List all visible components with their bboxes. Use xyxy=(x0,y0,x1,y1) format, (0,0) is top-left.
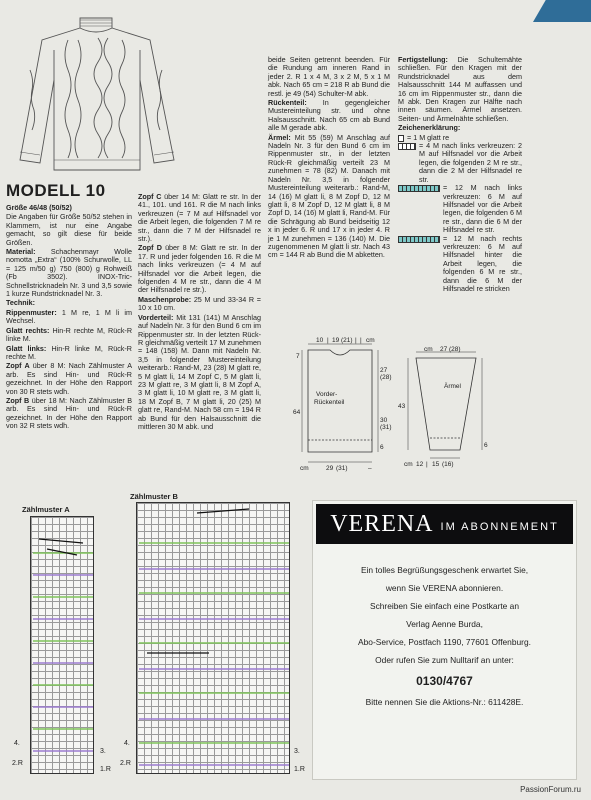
dim-sleeve-length: 43 xyxy=(398,403,406,410)
subscription-ad xyxy=(312,500,577,780)
reverse-text: Hin-R linke M, Rück-R rechte M. xyxy=(6,343,132,361)
dim-cuff: 12 xyxy=(416,461,424,468)
chart-b-title: Zählmuster B xyxy=(130,492,178,501)
ad-subtitle: IM ABONNEMENT xyxy=(440,521,559,533)
dim-armhole: 27 xyxy=(380,367,388,374)
text-column-2 xyxy=(138,193,261,432)
sweater-illustration xyxy=(2,10,182,178)
chart-a-row-4: 4. xyxy=(14,740,20,747)
size-heading: Größe 46/48 (50/52) xyxy=(6,203,72,212)
text-column-4 xyxy=(398,56,522,293)
corner-tab xyxy=(533,0,591,22)
sleeve-label: Ärmel xyxy=(444,383,461,390)
dim-rib: 6 xyxy=(380,444,384,451)
svg-text:(31): (31) xyxy=(380,424,392,431)
text-column-3 xyxy=(268,56,390,261)
model-title: MODELL 10 xyxy=(6,181,106,200)
stockinette-heading: Glatt rechts: xyxy=(6,325,50,335)
svg-text:(21): (21) xyxy=(341,337,353,344)
svg-text:cm: cm xyxy=(404,461,413,468)
rib-heading: Rippenmuster: xyxy=(6,307,57,317)
piece-label-line2: Rückenteil xyxy=(314,399,345,406)
ad-line-5: Abo-Service, Postfach 1190, 77601 Offenburg. xyxy=(358,637,531,647)
ad-line-1: Ein tolles Begrüßungsgeschenk erwartet Sie, xyxy=(360,565,529,575)
chart-b-row-1: 1.R xyxy=(294,766,305,773)
size-text: Die Angaben für Größe 50/52 stehen in Klammern, ist nur eine Angabe gemacht, so gilt diese für beide Größen. xyxy=(6,212,132,247)
stockinette-text: Hin-R rechte M, Rück-R linke M. xyxy=(6,325,133,344)
rib-text: 1 M re, 1 M li im Wechsel. xyxy=(6,307,132,326)
svg-text:–: – xyxy=(368,465,372,472)
svg-text:cm: cm xyxy=(366,337,375,344)
watermark: PassionForum.ru xyxy=(520,785,581,794)
reverse-heading: Glatt links: xyxy=(6,343,47,353)
chart-a-row-3: 3. xyxy=(100,748,106,755)
cable-b-text: über 18 M: Nach Zählmuster B arb. Es sind Hin- und Rück-R gezeichnet. In der Höhe den Rapport von 32 R stets wdh. xyxy=(6,395,132,431)
front-heading: Vorderteil: xyxy=(138,312,174,322)
legend-row-4-left: = 4 M nach links verkreuzen: 2 M auf Hilfsnadel vor die Arbeit legen, die folgenden 2 M re str., dann die 2 M der Hilfsnadel re str. xyxy=(398,142,522,184)
chart-b-row-3: 3. xyxy=(294,748,300,755)
ad-line-3: Schreiben Sie einfach eine Postkarte an xyxy=(370,601,519,611)
sleeve-heading: Ärmel: xyxy=(268,132,291,142)
cable-c-heading: Zopf C xyxy=(138,192,162,201)
chart-b-row-2: 2.R xyxy=(120,760,131,767)
chart-a-marks xyxy=(31,517,95,775)
svg-text:cm: cm xyxy=(424,346,433,353)
chart-a-grid xyxy=(30,516,94,774)
cross-12-right-icon xyxy=(398,236,440,243)
cable-d-heading: Zopf D xyxy=(138,243,162,253)
gauge-heading: Maschenprobe: xyxy=(138,294,192,304)
svg-text:|: | xyxy=(327,337,329,344)
svg-text:15: 15 xyxy=(432,461,440,468)
svg-text:(28): (28) xyxy=(380,374,392,381)
cable-a-text: über 8 M: Nach Zählmuster A arb. Es sind Hin- und Rück-R gezeichnet. In der Höhe den Rapport von 30 R stets wdh. xyxy=(6,361,132,396)
svg-text:|: | xyxy=(426,461,428,468)
finishing-heading: Fertigstellung: xyxy=(398,55,448,64)
finishing-text: Die Schultemähte schließen. Für den Kragen mit der Rundstricknadel aus dem Halsausschnitt 144 M auffassen und 16 cm im Rippenmuster str., dann die M abk. Den Kragen zur Hälfte nach innen säumen. Ärmel ansetzen. Seiten- und Ärmelnähte schließen. xyxy=(398,55,522,123)
ad-line-2: wenn Sie VERENA abonnieren. xyxy=(385,583,504,593)
text-column-1 xyxy=(6,182,132,432)
chart-b-grid xyxy=(136,502,290,774)
svg-text:|: | xyxy=(355,337,357,344)
cross-4-left-icon xyxy=(398,143,416,150)
piece-label-line1: Vorder- xyxy=(316,391,338,398)
chart-a-row-2: 2.R xyxy=(12,760,23,767)
chart-b-row-4: 4. xyxy=(124,740,130,747)
dim-half-width: 29 xyxy=(326,465,334,472)
dim-sleeve-width: 27 xyxy=(440,346,448,353)
material-heading: Material: xyxy=(6,247,36,257)
gauge-text: 25 M und 33-34 R = 10 x 10 cm. xyxy=(138,294,261,313)
ad-phone: 0130/4767 xyxy=(416,674,473,688)
back-text: In gegengleicher Mustereinteilung str. und ohne Halsausschnitt. Nach 65 cm ab Bund alle M gerade abk. xyxy=(268,98,390,133)
cable-d-text: über 8 M: Glatt re str. In der 17. R und jeder folgenden 16. R die M nach links verkreuzen (= 4 M auf Hilfsnadel vor die Arbeit legen, die folgenden 4 M re str., dann die 4 M der Hilfsnadel re str.). xyxy=(138,243,261,295)
ad-body xyxy=(313,561,576,711)
front-text: Mit 131 (141) M Anschlag auf Nadeln Nr. 3 für den Bund 6 cm im Rippenmuster str. In der letzten Rück-R gleichmäßig verteilt 17 M zunehmen = 148 (158) M. Dann mit Nadeln Nr. 3,5 in folgender Mustereinteilung weiterarb.: Rand-M, 23 (28) M glatt re, 5 M glatt li, 14 M Zopf C, 5 M glatt li, 23 M glatt re, 3 M glatt li, 8 M Zopf A, 3 M glatt li, 10 M glatt re, 3 M glatt li, 18 M Zopf B, 7 M glatt li, 20 (25) M glatt re, Rand-M. Nach 58 cm = 194 R ab Bund für den Halsausschnitt die mittleren 30 M abk. und xyxy=(138,312,262,431)
legend-row-12-left: = 12 M nach links verkreuzen: 6 M auf Hilfsnadel vor die Arbeit legen, die folgenden 6 M re str., dann die 6 M der Hilfsnadel re str. xyxy=(398,184,522,234)
svg-text:(31): (31) xyxy=(336,465,348,472)
neck-text: beide Seiten getrennt beenden. Für die Rundung am inneren Rand in jeder 2. R 1 x 4 M, 3 x 2 M, 5 x 1 M abk. Nach 65 cm = 218 R ab Bund die restl. je 49 (54) Schulter-M abk. xyxy=(268,55,390,98)
dim-neck-side: 10 xyxy=(316,337,324,344)
ad-brand: VERENA xyxy=(330,510,434,537)
cable-b-heading: Zopf B xyxy=(6,395,30,405)
dim-neck-depth: 7 xyxy=(296,353,300,360)
svg-text:cm: cm xyxy=(300,465,309,472)
sleeve-schematic xyxy=(398,346,494,476)
chart-a-title: Zählmuster A xyxy=(22,505,70,514)
legend-heading: Zeichenerklärung: xyxy=(398,123,461,133)
ad-line-4: Verlag Aenne Burda, xyxy=(406,619,483,629)
legend-row-knit: = 1 M glatt re xyxy=(398,134,522,142)
chart-a-row-1: 1.R xyxy=(100,766,111,773)
dim-sleeve-rib: 6 xyxy=(484,442,488,449)
back-heading: Rückenteil: xyxy=(268,98,307,108)
svg-text:(16): (16) xyxy=(442,461,454,468)
ad-line-6: Oder rufen Sie zum Nulltarif an unter: xyxy=(375,655,514,665)
dim-total-length: 64 xyxy=(293,409,301,416)
cross-12-left-icon xyxy=(398,185,440,192)
ad-banner xyxy=(316,504,573,544)
front-back-schematic xyxy=(293,336,394,476)
legend-row-12-right: = 12 M nach rechts verkreuzen: 6 M auf Hilfsnadel hinter die Arbeit legen, die folgenden 6 M re str., dann die 6 M der Hilfsnadel re stricken xyxy=(398,235,522,294)
material-text: Schachenmayr Wolle nomotta „Extra“ (100% Schurwolle, LL = 125 m/50 g) 750 (800) g Rohweiß (Fb 3502). INOX-Tric-Schnellstricknadeln Nr. 3 und 3,5 sowie 1 kurze Rundstricknadel Nr. 3. xyxy=(6,247,132,299)
knit-symbol-icon xyxy=(398,135,404,142)
sleeve-text: Mit 55 (59) M Anschlag auf Nadeln Nr. 3 für den Bund 6 cm im Rippenmuster str., in der letzten Rück-R gleichmäßig verteilt 23 M zunehmen = 78 (82) M. Danach mit Nadeln Nr. 3,5 in folgender Mustereinteilung weiterarb.: Rand-M, 14 (16) M glatt li, 8 M Zopf D, 12 M glatt li, 8 M Zopf D, 12 M glatt li, 8 M Zopf D, 14 (16) M glatt li, Rand-M. Für die Schrägung ab Bund beidseitig 12 x in jeder 6. R und 17 x in jeder 4. R je 1 M zunehmen = 136 (140) M. Die zugenommenen M glatt li str. Nach 43 cm = 144 R ab Bund die M abketten. xyxy=(268,132,390,260)
dim-body: 30 xyxy=(380,417,388,424)
technique-heading: Technik: xyxy=(6,298,36,308)
svg-text:(28): (28) xyxy=(449,346,461,353)
chart-b-marks xyxy=(137,503,291,775)
cable-c-text: über 14 M: Glatt re str. In der 41., 101. und 161. R die M nach links verkreuzen (= 7 M auf Hilfsnadel vor die Arbeit legen, die folgenden 7 M re str., dann die 7 M der Hilfsnadel re str.). xyxy=(138,192,261,244)
svg-text:|: | xyxy=(360,337,362,344)
dim-neck-width: 19 xyxy=(332,337,340,344)
ad-line-7: Bitte nennen Sie die Aktions-Nr.: 611428E. xyxy=(365,697,524,707)
cable-a-heading: Zopf A xyxy=(6,361,30,371)
